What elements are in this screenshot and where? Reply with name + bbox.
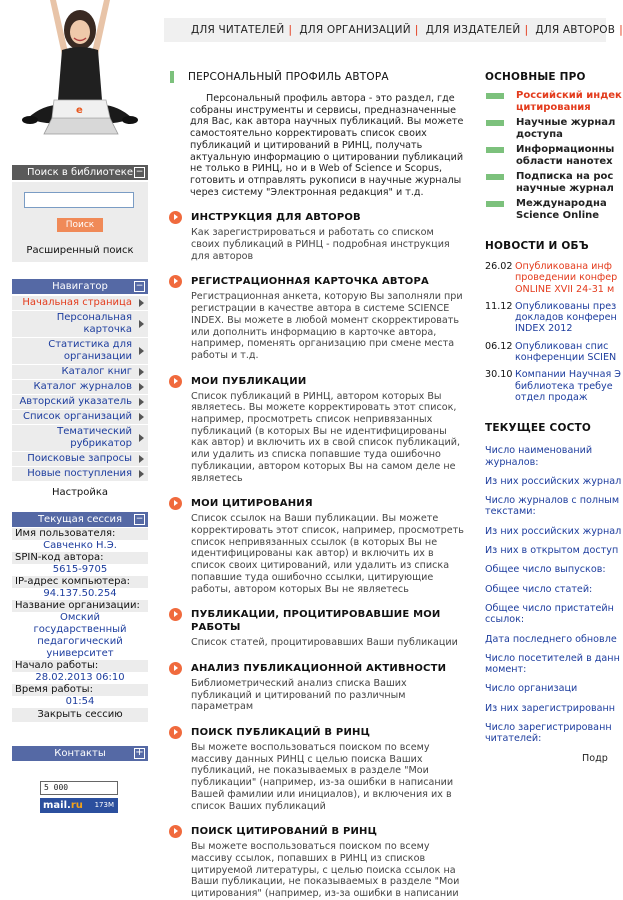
play-arrow-icon: [169, 211, 182, 224]
news-line: INDEX 2012: [515, 323, 573, 335]
time-value: 01:54: [12, 696, 148, 708]
nav-item-label: Каталог книг: [61, 366, 132, 377]
news-date: 06.12: [485, 340, 513, 352]
tab-for-publishers[interactable]: ДЛЯ ИЗДАТЕЛЕЙ: [425, 24, 521, 36]
section-title[interactable]: МОИ ЦИТИРОВАНИЯ: [191, 498, 313, 510]
stat-line: Из них российских журнал: [485, 525, 622, 537]
tab-for-authors[interactable]: ДЛЯ АВТОРОВ: [535, 24, 616, 36]
green-bar-icon: [486, 93, 504, 99]
spin-value[interactable]: 5615-9705: [12, 564, 148, 576]
section-author-instructions[interactable]: [164, 211, 469, 262]
stat-item[interactable]: [485, 525, 622, 537]
section-publication-analysis[interactable]: [164, 662, 469, 713]
arrow-right-icon: [139, 434, 144, 442]
stat-item[interactable]: [485, 633, 617, 645]
stat-line: Дата последнего обновле: [485, 633, 617, 645]
nav-item-label: Каталог журналов: [33, 381, 132, 392]
section-search-publications[interactable]: [164, 726, 469, 812]
stat-item[interactable]: [485, 495, 620, 518]
nav-item-search-queries[interactable]: [12, 452, 148, 467]
tab-for-readers[interactable]: ДЛЯ ЧИТАТЕЛЕЙ: [191, 24, 285, 36]
stat-line: Число наименований: [485, 445, 593, 457]
counter-value: 5 000: [44, 783, 69, 792]
nav-item-label: Статистика для организации: [48, 339, 132, 362]
nav-item-org-list[interactable]: [12, 410, 148, 425]
news-item[interactable]: [485, 340, 617, 364]
section-search-citations[interactable]: [164, 825, 469, 900]
nav-item-rubricator[interactable]: [12, 425, 148, 452]
news-line: Опубликована инф: [515, 261, 612, 272]
stat-line: Общее число статей:: [485, 583, 593, 595]
main-content: [164, 60, 469, 900]
nav-item-label: Тематический рубрикатор: [57, 426, 132, 449]
right-column: [485, 60, 622, 764]
news-line: библиотека требуе: [515, 380, 613, 392]
stat-item[interactable]: [485, 445, 606, 468]
nav-item-label: Новые поступления: [27, 468, 132, 479]
user-value[interactable]: Савченко Н.Э.: [12, 540, 148, 552]
news-item[interactable]: [485, 369, 621, 403]
section-title[interactable]: ПОИСК ЦИТИРОВАНИЙ В РИНЦ: [191, 826, 378, 838]
stat-line: Из них зарегистрированн: [485, 702, 616, 714]
news-line: конференции SCIEN: [515, 352, 617, 364]
org-value[interactable]: Омский государственный педагогический университет: [12, 612, 148, 660]
section-description: Библиометрический анализ списка Ваших публикаций и цитирований по различным параметрам: [191, 677, 407, 713]
top-navigation: [164, 18, 623, 42]
nav-item-personal-card[interactable]: [12, 311, 148, 338]
search-panel-header: [12, 165, 148, 180]
time-label: Время работы:: [12, 684, 148, 696]
play-arrow-icon: [169, 497, 182, 510]
project-line: научные журнал: [516, 182, 614, 194]
nav-item-label: Авторский указатель: [19, 396, 132, 407]
green-bar-icon: [486, 120, 504, 126]
stat-line: Общее число выпусков:: [485, 564, 606, 576]
nav-item-label: Список организаций: [23, 411, 132, 422]
play-arrow-icon: [169, 726, 182, 739]
session-panel: [12, 528, 148, 722]
news-line: Компании Научная Э: [515, 369, 621, 381]
section-title[interactable]: МОИ ПУБЛИКАЦИИ: [191, 375, 307, 387]
project-line: Информационны: [516, 144, 615, 155]
library-search-input[interactable]: [24, 192, 134, 208]
stat-line: Число организаци: [485, 683, 578, 695]
section-title[interactable]: РЕГИСТРАЦИОННАЯ КАРТОЧКА АВТОРА: [191, 276, 429, 288]
collapse-icon[interactable]: −: [135, 167, 144, 177]
session-title: Текущая сессия: [37, 514, 123, 525]
arrow-right-icon: [139, 455, 144, 463]
main-projects-title: ОСНОВНЫЕ ПРО: [485, 71, 586, 83]
project-line: Научные журнал: [516, 117, 616, 128]
contacts-panel-header[interactable]: [12, 746, 148, 761]
project-line: цитирования: [516, 101, 591, 113]
left-sidebar: [0, 0, 152, 850]
stat-line: Число зарегистрированн: [485, 722, 612, 734]
nav-item-label: Персональная карточка: [56, 312, 132, 335]
green-bar-icon: [486, 147, 504, 153]
nav-item-book-catalog[interactable]: [12, 365, 148, 380]
stats-title: ТЕКУЩЕЕ СОСТО: [485, 422, 591, 435]
project-line: Подписка на рос: [516, 171, 614, 182]
section-title[interactable]: ПУБЛИКАЦИИ, ПРОЦИТИРОВАВШИЕ МОИ РАБОТЫ: [191, 609, 441, 634]
nav-item-author-index[interactable]: [12, 395, 148, 410]
stat-line: Из них российских журнал: [485, 475, 622, 487]
start-label: Начало работы:: [12, 660, 148, 672]
stat-item[interactable]: [485, 602, 614, 626]
search-button[interactable]: Поиск: [57, 218, 103, 232]
stat-item[interactable]: [485, 475, 622, 487]
collapse-icon[interactable]: −: [135, 514, 144, 524]
collapse-icon[interactable]: −: [135, 281, 144, 291]
settings-link[interactable]: Настройка: [12, 486, 148, 501]
stats-list: [485, 445, 622, 745]
stat-item[interactable]: [485, 683, 606, 694]
play-arrow-icon: [169, 662, 182, 675]
news-item[interactable]: [485, 300, 617, 335]
project-item[interactable]: [485, 198, 606, 221]
project-line: Международна: [516, 198, 607, 209]
stat-item[interactable]: [485, 652, 620, 676]
advanced-search-link[interactable]: Расширенный поиск: [26, 245, 134, 256]
project-line: области нанотех: [516, 155, 613, 167]
news-date: 11.12: [485, 300, 513, 312]
search-panel-title: Поиск в библиотеке: [27, 167, 133, 178]
nav-separator: |: [414, 23, 419, 36]
news-line: докладов конферен: [515, 312, 617, 324]
nav-separator: |: [524, 23, 529, 36]
green-bar-icon: [486, 174, 504, 180]
nav-separator: |: [619, 23, 623, 36]
mailru-counter-value: 173M: [94, 801, 114, 809]
section-description: Список ссылок на Ваши публикации. Вы можете корректировать этот список, например, просмотреть список непривязанных ссылок (в которых Вы не идентифицированы как автор) и включить их в список своих цитирований, или удалить из списка попавшие туда ошибочно ссылки, цитирующие работы, автором которых Вы не являетесь: [191, 513, 464, 595]
ip-value: 94.137.50.254: [12, 588, 148, 600]
section-description: Вы можете воспользоваться поиском по всему массиву ссылок, попавших в РИНЦ из списков цитируемой литературы, с целью поиска ссылок на Ваши публикации, не показываемых в разделе "Мои цитирования" (например, из-за ошибки в написании: [191, 841, 460, 900]
hero-woman-laptop-image: [10, 0, 150, 150]
stat-line: Из них в открытом доступ: [485, 545, 619, 557]
stat-line: читателей:: [485, 733, 542, 745]
visit-counter-badge[interactable]: [40, 781, 118, 795]
news-line: проведении конфер: [515, 272, 618, 284]
nav-item-label: Начальная страница: [22, 297, 132, 308]
section-description: Регистрационная анкета, которую Вы заполняли при регистрации в качестве автора в системе SCIENCE INDEX. Вы можете в любой момент скорректировать или дополнить информацию в карточке автора, например, поменять организацию при смене места работы и т.д.: [191, 291, 463, 361]
play-arrow-icon: [169, 825, 182, 838]
spin-label: SPIN-код автора:: [12, 552, 148, 564]
arrow-right-icon: [139, 320, 144, 328]
stat-item[interactable]: [485, 564, 606, 575]
arrow-right-icon: [139, 347, 144, 355]
section-description: Список статей, процитировавших Ваши публикации: [191, 637, 458, 649]
news-line: ONLINE XVII 24-31 м: [515, 283, 615, 295]
stat-line: момент:: [485, 664, 527, 676]
arrow-right-icon: [139, 413, 144, 421]
arrow-right-icon: [139, 368, 144, 376]
section-description: Вы можете воспользоваться поиском по всему массиву данных РИНЦ с целью поиска Ваших публикаций, не показываемых в разделе "Мои публикации" (например, из-за ошибки в написании Вашей фамилии или инициалов), и включения их в список Ваших публикаций: [191, 742, 454, 812]
ip-label: IP-адрес компьютера:: [12, 576, 148, 588]
stat-item[interactable]: [485, 584, 606, 595]
project-item[interactable]: [485, 171, 614, 194]
mailru-logo-text: mail.: [43, 800, 71, 811]
arrow-right-icon: [139, 383, 144, 391]
more-link[interactable]: Подр: [582, 752, 608, 764]
project-item[interactable]: [485, 117, 616, 140]
section-title[interactable]: ПОИСК ПУБЛИКАЦИЙ В РИНЦ: [191, 727, 371, 739]
nav-item-home[interactable]: [12, 296, 148, 311]
play-arrow-icon: [169, 275, 182, 288]
stat-line: Число журналов с полным: [485, 495, 620, 507]
svg-text:e: e: [76, 105, 83, 116]
news-line: отдел продаж: [515, 391, 588, 403]
nav-item-journal-catalog[interactable]: [12, 380, 148, 395]
projects-list: [485, 90, 622, 221]
start-value: 28.02.2013 06:10: [12, 672, 148, 684]
stat-item[interactable]: [485, 545, 619, 557]
news-title: НОВОСТИ И ОБЪ: [485, 240, 589, 252]
search-panel: [12, 182, 148, 262]
navigator-panel-header: [12, 279, 148, 294]
section-my-citations[interactable]: [164, 497, 469, 595]
arrow-right-icon: [139, 299, 144, 307]
nav-item-new-arrivals[interactable]: [12, 467, 148, 482]
section-registration-card[interactable]: [164, 275, 469, 361]
section-my-publications[interactable]: [164, 375, 469, 485]
section-citing-publications[interactable]: [164, 608, 469, 649]
page-title: ПЕРСОНАЛЬНЫЙ ПРОФИЛЬ АВТОРА: [164, 70, 469, 84]
news-list: [485, 261, 621, 403]
section-description: Как зарегистрироваться и работать со списком своих публикаций в РИНЦ - подробная инструкция для авторов: [191, 227, 450, 262]
stat-line: журналов:: [485, 456, 539, 468]
section-title[interactable]: ИНСТРУКЦИЯ ДЛЯ АВТОРОВ: [191, 212, 361, 224]
close-session-button[interactable]: Закрыть сессию: [12, 708, 148, 722]
contacts-title: Контакты: [54, 748, 106, 759]
stat-line: ссылок:: [485, 614, 525, 626]
project-item[interactable]: [485, 144, 615, 167]
project-line: Российский индек: [516, 90, 622, 101]
navigator-title: Навигатор: [52, 281, 108, 292]
intro-text: Персональный профиль автора - это раздел, где собраны инструменты и сервисы, предназначенные для Вас, как автора научных публикаций. Вы можете самостоятельно корректировать список своих публикаций и цитирований в РИНЦ, получать актуальную информацию о цитировании публикаций не только в РИНЦ, но и в Web of Science и Scopus, готовить и отправлять рукописи в научные журналы через систему "Электронная редакция" и т.д.: [190, 93, 464, 198]
news-line: Опубликован спис: [515, 340, 609, 352]
news-date: 26.02: [485, 261, 513, 272]
stat-line: Число посетителей в данн: [485, 652, 620, 664]
tab-for-organizations[interactable]: ДЛЯ ОРГАНИЗАЦИЙ: [299, 24, 411, 36]
mailru-logo-accent: ru: [70, 800, 83, 811]
section-description: Список публикаций в РИНЦ, автором которых Вы являетесь. Вы можете корректировать этот список, например, просмотреть список непривязанных публикаций (в которых Вы не идентифицированы как автор) и включить их в свой список публикаций, или удалить из списка попавшие туда ошибочно публикации, автором которых Вы на самом деле не являетесь: [191, 390, 461, 484]
section-title[interactable]: АНАЛИЗ ПУБЛИКАЦИОННОЙ АКТИВНОСТИ: [191, 662, 447, 674]
session-panel-header: [12, 512, 148, 527]
news-date: 30.10: [485, 369, 513, 381]
nav-item-org-statistics[interactable]: [12, 338, 148, 365]
news-line: Опубликованы през: [515, 300, 617, 312]
project-line: Science Online: [516, 209, 600, 221]
stat-line: Общее число пристатейн: [485, 602, 614, 614]
stat-item[interactable]: [485, 702, 616, 714]
stat-line: текстами:: [485, 506, 536, 518]
play-arrow-icon: [169, 608, 182, 621]
project-line: доступа: [516, 128, 563, 140]
arrow-right-icon: [139, 398, 144, 406]
project-item[interactable]: [485, 90, 622, 113]
arrow-right-icon: [139, 470, 144, 478]
stat-item[interactable]: [485, 722, 612, 745]
play-arrow-icon: [169, 375, 182, 388]
mailru-counter-badge[interactable]: [40, 798, 118, 813]
nav-separator: |: [288, 23, 293, 36]
green-bar-icon: [486, 201, 504, 207]
expand-icon[interactable]: +: [135, 747, 144, 758]
org-label: Название организации:: [12, 600, 148, 612]
news-item[interactable]: [485, 261, 618, 295]
user-label: Имя пользователя:: [12, 528, 148, 540]
navigator-menu: [12, 296, 148, 501]
nav-item-label: Поисковые запросы: [27, 453, 132, 464]
